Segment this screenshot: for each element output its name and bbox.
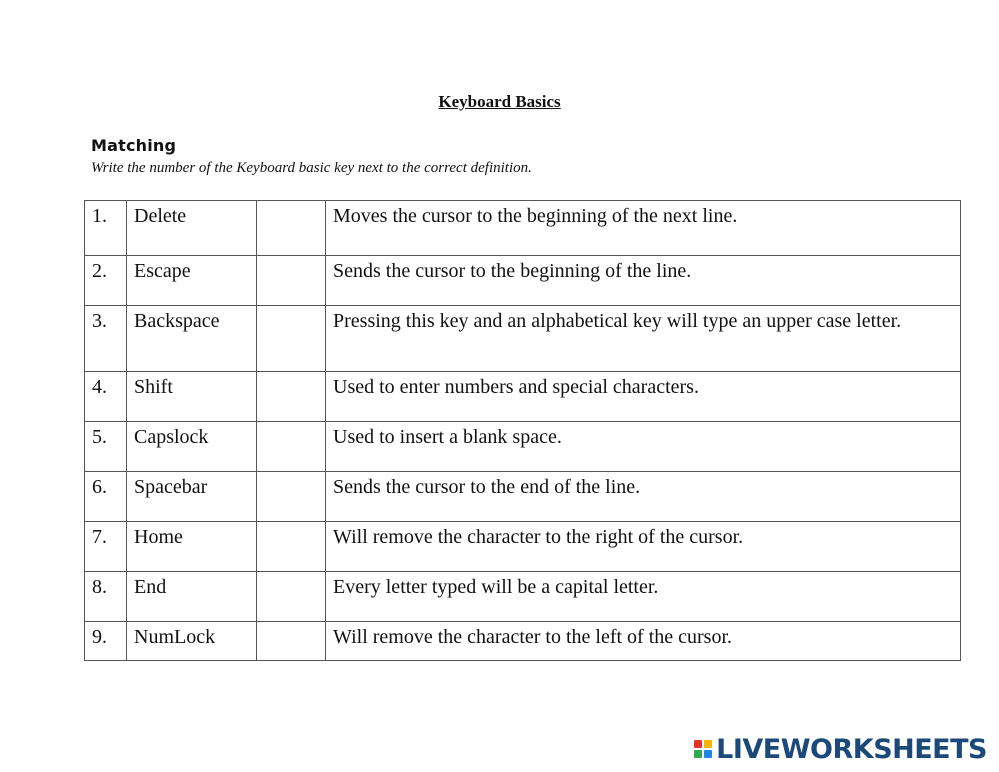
answer-blank[interactable] — [257, 306, 326, 372]
logo-block — [694, 750, 702, 758]
key-name: Delete — [127, 201, 257, 256]
table-row — [85, 372, 961, 422]
answer-blank[interactable] — [257, 572, 326, 622]
instructions-text: Write the number of the Keyboard basic key next to the correct definition. — [91, 160, 532, 176]
key-name: NumLock — [127, 622, 257, 661]
definition: Will remove the character to the right of the cursor. — [326, 522, 961, 572]
section-heading: Matching — [91, 136, 177, 155]
table-row — [85, 472, 961, 522]
table-row — [85, 256, 961, 306]
item-number: 4. — [85, 372, 127, 422]
definition: Sends the cursor to the end of the line. — [326, 472, 961, 522]
logo-block — [704, 750, 712, 758]
answer-blank[interactable] — [257, 472, 326, 522]
item-number: 3. — [85, 306, 127, 372]
item-number: 6. — [85, 472, 127, 522]
answer-blank[interactable] — [257, 372, 326, 422]
answer-blank[interactable] — [257, 422, 326, 472]
definition: Pressing this key and an alphabetical key will type an upper case letter. — [326, 306, 961, 372]
definition: Moves the cursor to the beginning of the next line. — [326, 201, 961, 256]
liveworksheets-logo — [694, 732, 987, 766]
key-name: End — [127, 572, 257, 622]
table-row — [85, 572, 961, 622]
item-number: 7. — [85, 522, 127, 572]
answer-blank[interactable] — [257, 622, 326, 661]
table-row — [85, 306, 961, 372]
definition: Used to insert a blank space. — [326, 422, 961, 472]
item-number: 1. — [85, 201, 127, 256]
key-name: Capslock — [127, 422, 257, 472]
key-name: Escape — [127, 256, 257, 306]
definition: Every letter typed will be a capital letter. — [326, 572, 961, 622]
item-number: 8. — [85, 572, 127, 622]
logo-block — [704, 740, 712, 748]
key-name: Spacebar — [127, 472, 257, 522]
table-row — [85, 422, 961, 472]
definition: Will remove the character to the left of the cursor. — [326, 622, 961, 661]
item-number: 5. — [85, 422, 127, 472]
matching-table — [84, 200, 961, 661]
answer-blank[interactable] — [257, 201, 326, 256]
key-name: Backspace — [127, 306, 257, 372]
table-row — [85, 622, 961, 661]
page-title: Keyboard Basics — [438, 92, 561, 111]
key-name: Shift — [127, 372, 257, 422]
answer-blank[interactable] — [257, 522, 326, 572]
definition: Used to enter numbers and special characters. — [326, 372, 961, 422]
table-row — [85, 522, 961, 572]
definition: Sends the cursor to the beginning of the line. — [326, 256, 961, 306]
logo-text: LIVEWORKSHEETS — [716, 733, 987, 765]
item-number: 9. — [85, 622, 127, 661]
answer-blank[interactable] — [257, 256, 326, 306]
table-row — [85, 201, 961, 256]
key-name: Home — [127, 522, 257, 572]
logo-block — [694, 740, 702, 748]
logo-blocks-icon — [694, 740, 712, 758]
item-number: 2. — [85, 256, 127, 306]
